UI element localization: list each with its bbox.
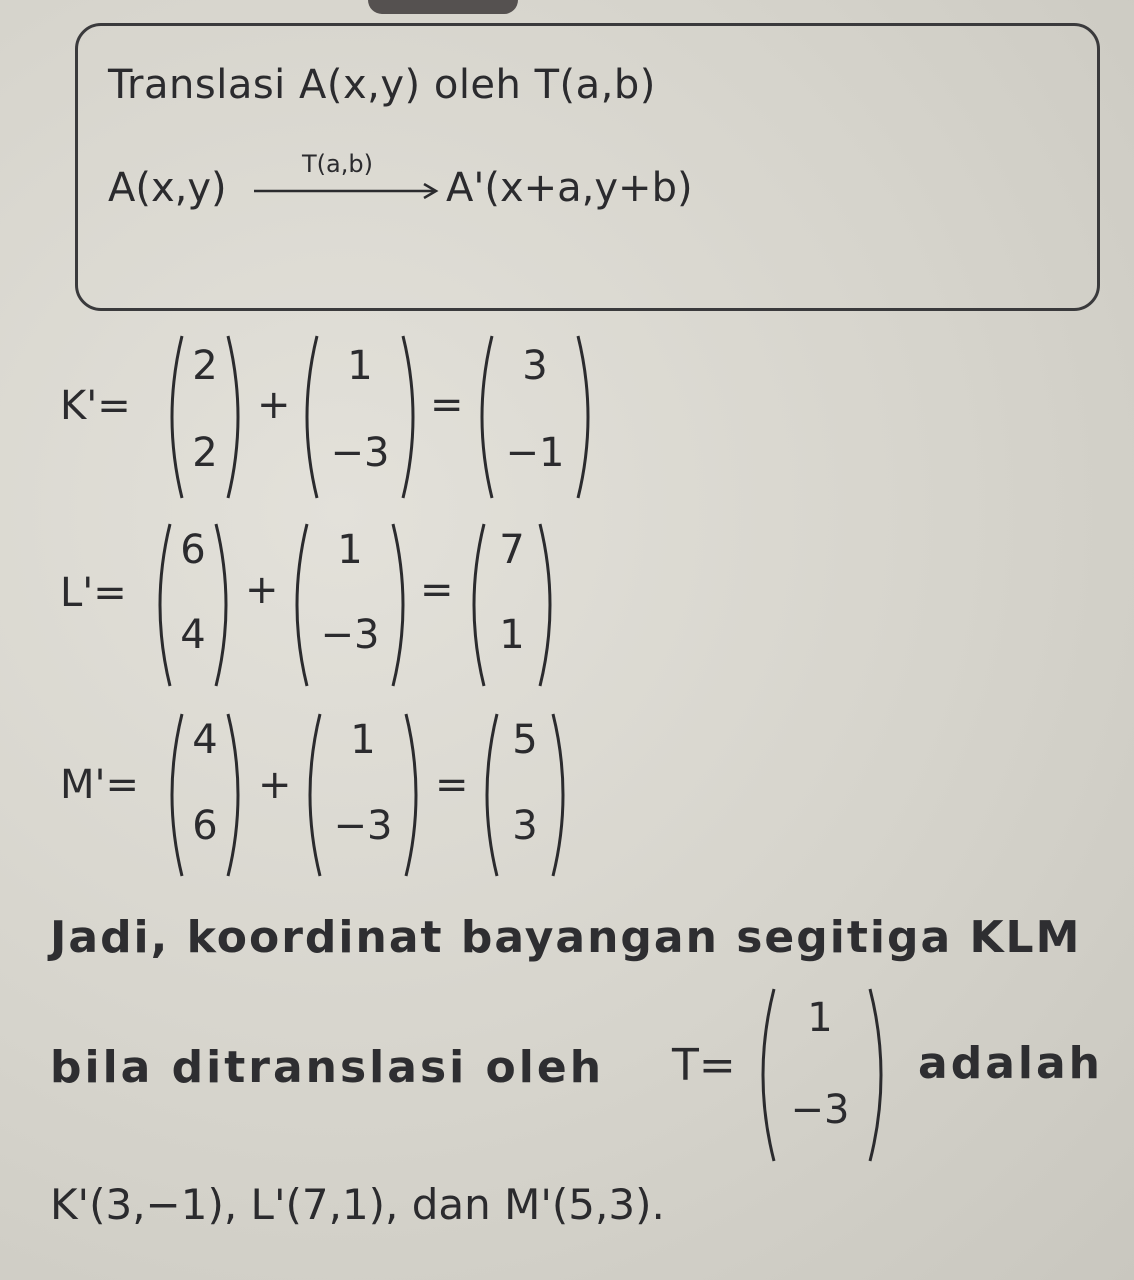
- matrix-cell: 1: [499, 612, 525, 658]
- matrix-cell: 2: [192, 430, 218, 476]
- matrix-cell: −3: [333, 803, 393, 849]
- matrix-cell: 7: [499, 527, 525, 573]
- equation-label: L'=: [60, 570, 127, 616]
- conclusion-line-1: Jadi, koordinat bayangan segitiga KLM: [50, 912, 1082, 963]
- matrix-cell: 1: [337, 527, 363, 573]
- formula-title: Translasi A(x,y) oleh T(a,b): [108, 62, 656, 108]
- matrix-cell: 3: [522, 343, 548, 389]
- matrix-cell: 2: [192, 343, 218, 389]
- matrix-cell: 4: [180, 612, 206, 658]
- plus-sign: +: [257, 382, 291, 428]
- matrix-cell: 6: [180, 527, 206, 573]
- equation-label: M'=: [60, 762, 140, 808]
- equals-sign: =: [430, 382, 464, 428]
- plus-sign: +: [245, 567, 279, 613]
- matrix-cell: −3: [330, 430, 390, 476]
- matrix-cell: 6: [192, 803, 218, 849]
- plus-sign: +: [258, 762, 292, 808]
- matrix-cell: 1: [350, 717, 376, 763]
- rule-image-point: A'(x+a,y+b): [446, 165, 693, 211]
- rule-arrow-label: T(a,b): [302, 150, 373, 178]
- right-arrow-icon: [254, 183, 444, 199]
- final-answer: K'(3,−1), L'(7,1), dan M'(5,3).: [50, 1180, 665, 1229]
- matrix-cell: −3: [790, 1087, 850, 1133]
- matrix-cell: 1: [347, 343, 373, 389]
- equals-sign: =: [435, 762, 469, 808]
- conclusion-line-2-start: bila ditranslasi oleh: [50, 1042, 605, 1093]
- equation-label: K'=: [60, 383, 131, 429]
- matrix-cell: 3: [512, 803, 538, 849]
- matrix-cell: 4: [192, 717, 218, 763]
- conclusion-line-2-end: adalah: [918, 1038, 1103, 1089]
- matrix-cell: 5: [512, 717, 538, 763]
- t-label: T=: [672, 1040, 736, 1091]
- page-tab-shadow: [368, 0, 518, 14]
- matrix-cell: −3: [320, 612, 380, 658]
- equals-sign: =: [420, 567, 454, 613]
- rule-original-point: A(x,y): [108, 165, 227, 211]
- matrix-cell: 1: [807, 995, 833, 1041]
- matrix-cell: −1: [505, 430, 565, 476]
